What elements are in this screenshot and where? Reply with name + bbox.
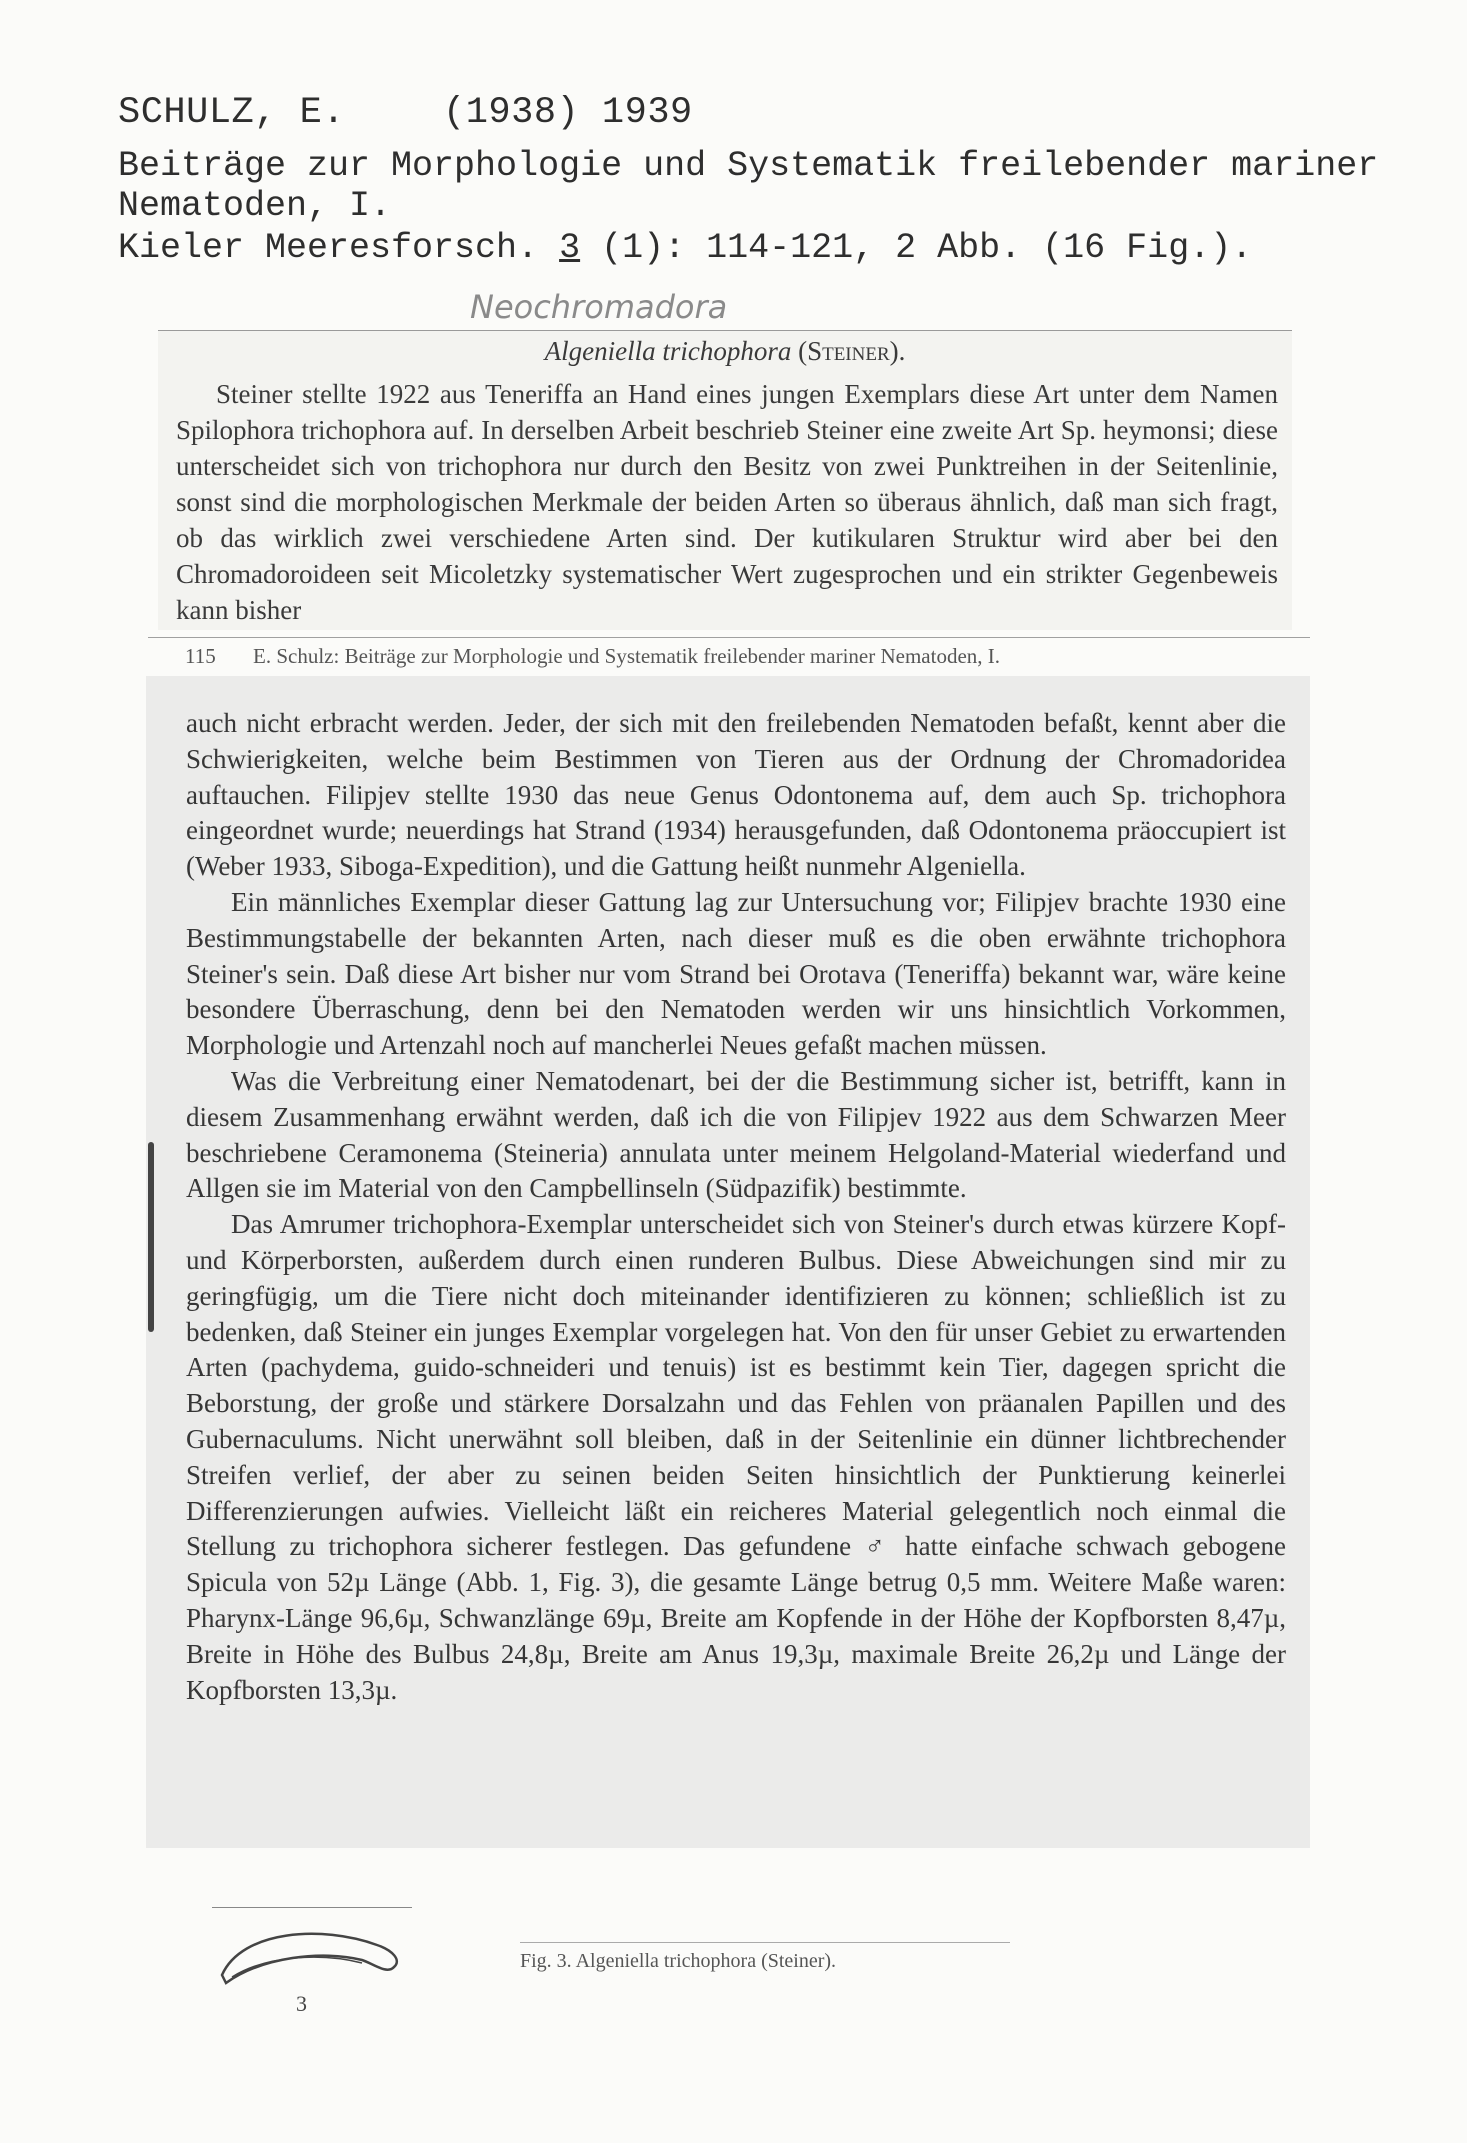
paragraph-4: Das Amrumer trichophora-Exemplar unterscheidet sich von Steiner's durch etwas kürzere Kopf- und Körperborsten, außerdem durch einen runderen Bulbus. Diese Abweichungen sind mir zu geringfügig, um die Tiere nicht doch miteinander identifizieren zu können; schließlich ist zu bedenken, daß Steiner ein junges Exemplar vorgelegen hat. Von den für unser Gebiet zu erwartenden Arten (pachydema, guido-schneideri und tenuis) ist es bestimmt kein Tier, dagegen spricht die Beborstung, der große und stärkere Dorsalzahn und das Fehlen von präanalen Papillen und des Gubernaculums. Nicht unerwähnt soll bleiben, daß in der Seitenlinie ein dünner lichtbrechender Streifen verlief, der aber zu seinen beiden Seiten hinsichtlich der Punktierung keinerlei Differenzierungen aufwies. Vielleicht läßt ein reicheres Material gelegentlich noch einmal die Stellung zu trichophora sicherer festlegen. Das gefundene ♂ hatte einfache schwach gebogene Spicula von 52µ Länge (Abb. 1, Fig. 3), die gesamte Länge betrug 0,5 mm. Weitere Maße waren: Pharynx-Länge 96,6µ, Schwanzlänge 69µ, Breite am Kopfende in der Höhe der Kopfborsten 8,47µ, Breite in Höhe des Bulbus 24,8µ, Breite am Anus 19,3µ, maximale Breite 26,2µ und Länge der Kopfborsten 13,3µ. [186, 1209, 1286, 1705]
citation-volume: 3 [559, 228, 581, 268]
year: (1938) 1939 [443, 92, 693, 134]
clipping-edge-rule [158, 330, 1292, 331]
spiculum-drawing [212, 1905, 412, 2020]
citation-pages: (1): 114-121, 2 Abb. (16 Fig.). [580, 228, 1253, 268]
figure-caption: Fig. 3. Algeniella trichophora (Steiner). [520, 1950, 837, 1972]
running-header [148, 637, 1310, 677]
citation-journal: Kieler Meeresforsch. [118, 228, 560, 268]
paragraph-1: auch nicht erbracht werden. Jeder, der sich mit den freilebenden Nematoden befaßt, kennt aber die Schwierigkeiten, welche beim Bestimmen von Tieren aus der Ordnung der Chromadoridea auftauchen. Filipjev stellte 1930 das neue Genus Odontonema auf, dem auch Sp. trichophora eingeordnet wurde; neuerdings hat Strand (1934) herausgefunden, daß Odontonema präoccupiert ist (Weber 1933, Siboga-Expedition), und die Gattung heißt nunmehr Algeniella. [186, 708, 1286, 882]
author: SCHULZ, E. [118, 92, 346, 134]
handwritten-genus-note: Neochromadora [470, 288, 728, 326]
paragraph-3: Was die Verbreitung einer Nematodenart, bei der die Bestimmung sicher ist, betrifft, kann in diesem Zusammenhang erwähnt werden, daß ich die von Filipjev 1922 aus dem Schwarzen Meer beschriebene Ceramonema (Steineria) annulata unter meinem Helgoland-Material wiederfand und Allgen sie im Material von den Campbellinseln (Südpazifik) bestimmte. [186, 1065, 1286, 1204]
species-name: Algeniella trichophora [544, 336, 792, 366]
caption-edge-rule [520, 1942, 1010, 1943]
spiculum-outline [222, 1934, 397, 1983]
clipping-1-body [176, 376, 1278, 628]
species-heading [158, 336, 1292, 367]
clipping-1-paragraph: Steiner stellte 1922 aus Teneriffa an Hand eines jungen Exemplars diese Art unter dem Namen Spilophora trichophora auf. In derselben Arbeit beschrieb Steiner eine zweite Art Sp. heymonsi; diese unterscheidet sich von trichophora nur durch den Besitz von zwei Punktreihen in der Seitenlinie, sonst sind die morphologischen Merkmale der beiden Arten so überaus ähnlich, daß man sich fragt, ob das wirklich zwei verschiedene Arten sind. Der kutikularen Struktur wird aber bei den Chromadoroideen seit Micoletzky systematischer Wert zugesprochen und ein strikter Gegenbeweis kann bisher [176, 379, 1278, 625]
spiculum-inner-line [232, 1957, 362, 1977]
clipping-2-body [186, 706, 1286, 1708]
reference-citation [118, 228, 1252, 268]
paragraph-2: Ein männliches Exemplar dieser Gattung lag zur Untersuchung vor; Filipjev brachte 1930 eine Bestimmungstabelle der bekannten Arten, nach dieser muß es die oben erwähnte trichophora Steiner's sein. Daß diese Art bisher nur vom Strand bei Orotava (Teneriffa) bekannt war, wäre keine besondere Überraschung, denn bei den Nematoden werden wir uns hinsichtlich Vorkommen, Morphologie und Artenzahl noch auf mancherlei Neues gefaßt machen müssen. [186, 886, 1286, 1061]
reference-author-line [118, 92, 693, 134]
running-page-number: 115 [185, 644, 216, 668]
article-clipping-1 [158, 330, 1292, 630]
figure-label: 3 [296, 1991, 307, 2016]
handwritten-margin-mark [148, 1142, 154, 1332]
running-header-text: E. Schulz: Beiträge zur Morphologie und Systematik freilebender mariner Nematoden, I. [253, 644, 1001, 668]
species-author: (Steiner). [798, 336, 906, 366]
article-clipping-2 [146, 676, 1310, 1848]
reference-title: Beiträge zur Morphologie und Systematik freilebender mariner Nematoden, I. [118, 146, 1379, 226]
